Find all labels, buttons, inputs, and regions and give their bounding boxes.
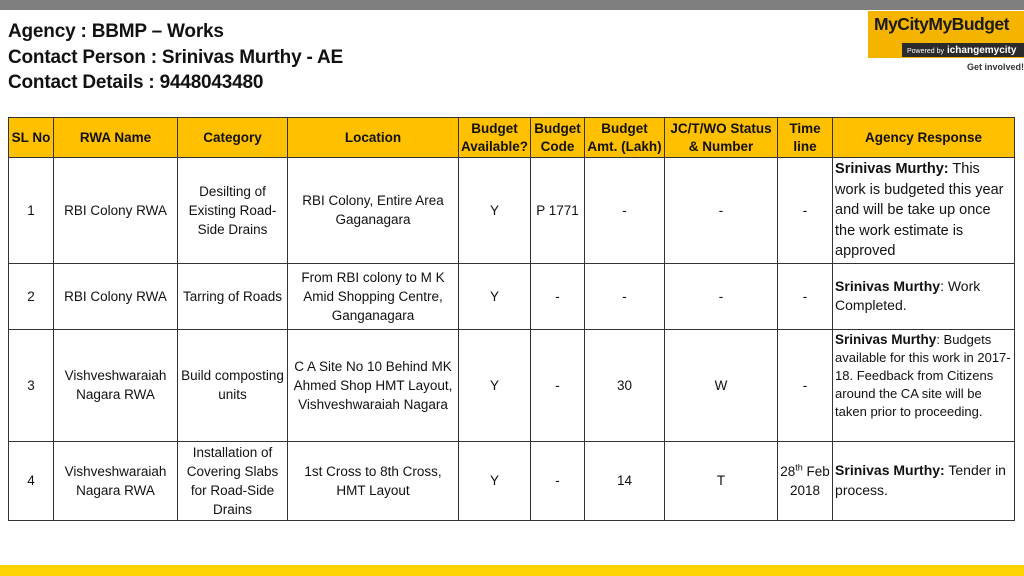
- timeline-suffix: th: [795, 462, 803, 472]
- cell-code: P 1771: [531, 158, 585, 264]
- cell-response: [833, 263, 1015, 329]
- cell-rwa: RBI Colony RWA: [54, 263, 178, 329]
- cell-sl: 3: [9, 329, 54, 441]
- response-text: This work is budgeted this year and will be take up once the work estimate is approved: [835, 161, 1004, 259]
- brand-name: ichangemycity: [946, 45, 1017, 56]
- cell-available: Y: [459, 329, 531, 441]
- response-name: Srinivas Murthy: [835, 277, 941, 294]
- cell-rwa: Vishveshwaraiah Nagara RWA: [54, 329, 178, 441]
- table-header-row: [9, 118, 1015, 158]
- col-header-category: Category: [178, 118, 288, 158]
- cell-category: Desilting of Existing Road-Side Drains: [178, 158, 288, 264]
- cell-available: Y: [459, 441, 531, 520]
- logo-powered-by: [902, 43, 1024, 57]
- table-row: [9, 441, 1015, 520]
- cell-sl: 4: [9, 441, 54, 520]
- response-name: Srinivas Murthy:: [835, 462, 945, 478]
- response-text: : Work Completed.: [835, 277, 981, 313]
- cell-location: From RBI colony to M K Amid Shopping Centre, Ganganagara: [288, 263, 459, 329]
- table-row: [9, 329, 1015, 441]
- top-bar: [0, 0, 1024, 10]
- response-name: Srinivas Murthy: [835, 331, 937, 347]
- logo-title: MyCityMyBudget: [874, 14, 1009, 34]
- cell-rwa: Vishveshwaraiah Nagara RWA: [54, 441, 178, 520]
- cell-response: [833, 329, 1015, 441]
- header: [8, 19, 343, 96]
- col-header-sl: SL No: [9, 118, 54, 158]
- col-header-amount: Budget Amt. (Lakh): [585, 118, 665, 158]
- cell-code: -: [531, 329, 585, 441]
- cell-category: Installation of Covering Slabs for Road-Side Drains: [178, 441, 288, 520]
- timeline-rest: Feb 2018: [790, 463, 830, 498]
- cell-code: -: [531, 263, 585, 329]
- cell-timeline: -: [778, 158, 833, 264]
- cell-status: -: [665, 263, 778, 329]
- cell-amount: -: [585, 158, 665, 264]
- works-table: [8, 117, 1015, 521]
- table-row: [9, 158, 1015, 264]
- cell-timeline: [778, 441, 833, 520]
- logo-tagline: Get involved!: [966, 62, 1024, 72]
- mycitymybudget-logo: [868, 11, 1024, 75]
- cell-code: -: [531, 441, 585, 520]
- cell-status: T: [665, 441, 778, 520]
- cell-timeline: -: [778, 263, 833, 329]
- bottom-bar: [0, 565, 1024, 576]
- contact-person-line: Contact Person : Srinivas Murthy - AE: [8, 46, 344, 68]
- col-header-rwa: RWA Name: [54, 118, 178, 158]
- cell-available: Y: [459, 263, 531, 329]
- cell-sl: 1: [9, 158, 54, 264]
- cell-category: Tarring of Roads: [178, 263, 288, 329]
- cell-sl: 2: [9, 263, 54, 329]
- col-header-timeline: Time line: [778, 118, 833, 158]
- cell-amount: -: [585, 263, 665, 329]
- cell-location: RBI Colony, Entire Area Gaganagara: [288, 158, 459, 264]
- cell-timeline: -: [778, 329, 833, 441]
- contact-details-line: Contact Details : 9448043480: [8, 72, 264, 93]
- timeline-day: 28: [780, 463, 796, 479]
- cell-rwa: RBI Colony RWA: [54, 158, 178, 264]
- table-row: [9, 263, 1015, 329]
- response-text: Tender in process.: [835, 462, 1006, 498]
- col-header-location: Location: [288, 118, 459, 158]
- col-header-code: Budget Code: [531, 118, 585, 158]
- agency-line: Agency : BBMP – Works: [8, 21, 224, 42]
- col-header-status: JC/T/WO Status & Number: [665, 118, 778, 158]
- col-header-available: Budget Available?: [459, 118, 531, 158]
- cell-location: 1st Cross to 8th Cross, HMT Layout: [288, 441, 459, 520]
- response-text: : Budgets available for this work in 2017-18. Feedback from Citizens around the CA site will be taken prior to proceeding.: [835, 331, 1011, 419]
- cell-response: [833, 158, 1015, 264]
- cell-status: -: [665, 158, 778, 264]
- cell-amount: 30: [585, 329, 665, 441]
- response-name: Srinivas Murthy:: [835, 161, 949, 177]
- cell-amount: 14: [585, 441, 665, 520]
- cell-category: Build composting units: [178, 329, 288, 441]
- cell-location: C A Site No 10 Behind MK Ahmed Shop HMT Layout, Vishveshwaraiah Nagara: [288, 329, 459, 441]
- powered-by-label: Powered by: [907, 48, 944, 55]
- cell-response: [833, 441, 1015, 520]
- cell-status: W: [665, 329, 778, 441]
- cell-available: Y: [459, 158, 531, 264]
- col-header-response: Agency Response: [833, 118, 1015, 158]
